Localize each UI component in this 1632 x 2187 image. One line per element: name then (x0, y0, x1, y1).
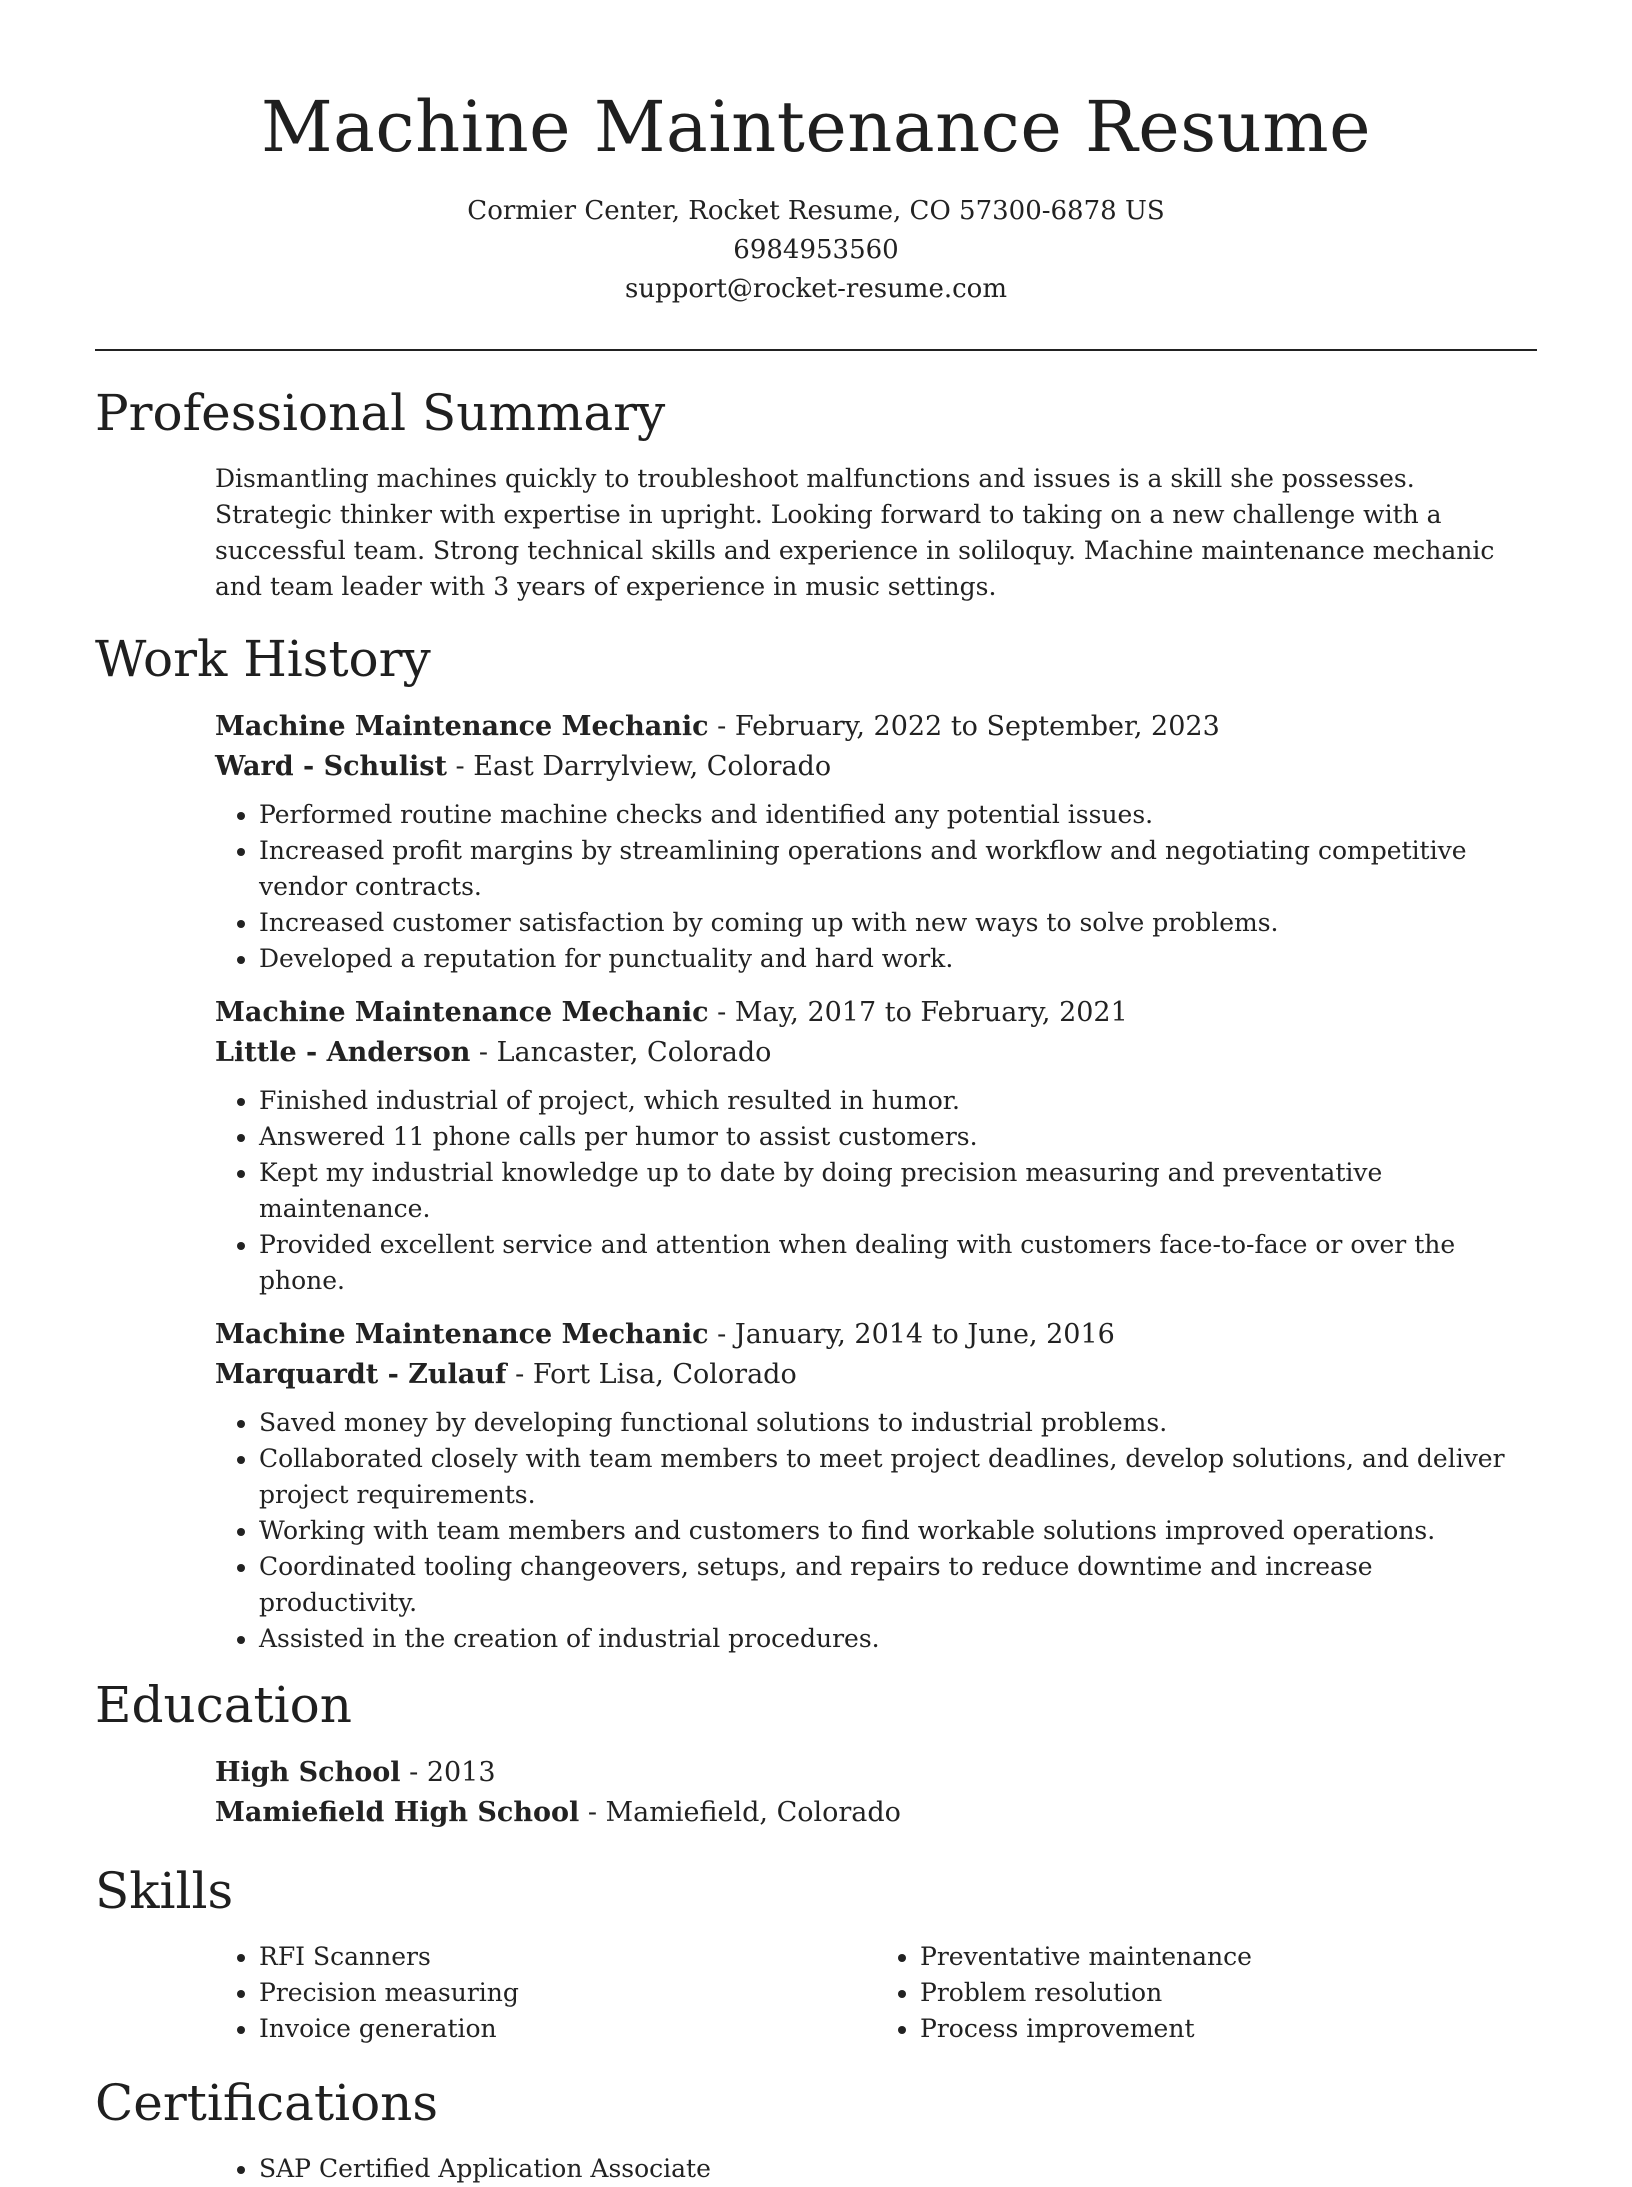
job-dates: - February, 2022 to September, 2023 (708, 711, 1220, 742)
education-degree: High School (215, 1757, 401, 1788)
skills-section (95, 1859, 1537, 2047)
job-bullet: • Working with team members and customers to find workable solutions improved operations. (259, 1513, 1537, 1549)
email-text: support@rocket-resume.com (624, 274, 1007, 304)
certifications-body (95, 2151, 1537, 2187)
job-title-line (215, 707, 1537, 747)
resume-header (95, 0, 1537, 309)
skills-body (95, 1939, 1537, 2047)
job-role: Machine Maintenance Mechanic (215, 711, 709, 742)
job-company-line (215, 747, 1537, 787)
education-body (95, 1753, 1537, 1833)
resume-title: Machine Maintenance Resume (261, 86, 1371, 168)
job-bullet: • Kept my industrial knowledge up to date by doing precision measuring and preventative maintenance. (259, 1155, 1537, 1227)
section-title-skills: Skills (95, 1862, 234, 1920)
section-title-certifications: Certifications (95, 2074, 439, 2132)
work-history-body (95, 707, 1537, 1657)
job-role: Machine Maintenance Mechanic (215, 1319, 709, 1350)
skill-item: • Precision measuring (259, 1975, 876, 2011)
job-dates: - January, 2014 to June, 2016 (708, 1319, 1115, 1350)
work-history-section (95, 627, 1537, 1657)
professional-summary-section (95, 381, 1537, 605)
job-bullet: • Coordinated tooling changeovers, setups, and repairs to reduce downtime and increase productivity. (259, 1549, 1537, 1621)
job-bullet-list (215, 1083, 1537, 1299)
skill-item: • Problem resolution (920, 1975, 1537, 2011)
education-location: - Mamiefield, Colorado (579, 1797, 901, 1828)
skills-column-right (876, 1939, 1537, 2047)
job-bullet: • Saved money by developing functional solutions to industrial problems. (259, 1405, 1537, 1441)
certifications-section (95, 2071, 1537, 2187)
certification-item: • SAP Certified Application Associate (259, 2151, 1537, 2187)
job-bullet: • Developed a reputation for punctuality and hard work. (259, 941, 1537, 977)
job-bullet: • Increased customer satisfaction by coming up with new ways to solve problems. (259, 905, 1537, 941)
job-bullet: • Answered 11 phone calls per humor to assist customers. (259, 1119, 1537, 1155)
skill-item: • Preventative maintenance (920, 1939, 1537, 1975)
education-school: Mamiefield High School (215, 1797, 580, 1828)
job-entry (215, 707, 1537, 977)
job-entry (215, 993, 1537, 1299)
job-company: Little - Anderson (215, 1037, 471, 1068)
summary-body (95, 461, 1537, 605)
job-bullet: • Increased profit margins by streamlining operations and workflow and negotiating competitive vendor contracts. (259, 833, 1537, 905)
job-bullet: • Performed routine machine checks and identified any potential issues. (259, 797, 1537, 833)
summary-text: Dismantling machines quickly to troubleshoot malfunctions and issues is a skill she possesses. Strategic thinker with expertise in upright. Looking forward to taking on a new challenge with a successful team. Strong technical skills and experience in soliloquy. Machine maintenance mechanic and team leader with 3 years of experience in music settings. (215, 464, 1495, 601)
certifications-list (215, 2151, 1537, 2187)
skill-item: • Process improvement (920, 2011, 1537, 2047)
header-divider (95, 349, 1537, 351)
skill-item: • RFI Scanners (259, 1939, 876, 1975)
section-title-work-history: Work History (95, 630, 431, 688)
job-company-line (215, 1033, 1537, 1073)
education-school-line (215, 1793, 1537, 1833)
job-company: Ward - Schulist (215, 751, 447, 782)
education-year: - 2013 (400, 1757, 496, 1788)
job-bullet: • Finished industrial of project, which resulted in humor. (259, 1083, 1537, 1119)
address-text: Cormier Center, Rocket Resume, CO 57300-6878 US (467, 196, 1165, 226)
skill-item: • Invoice generation (259, 2011, 876, 2047)
job-bullet-list (215, 797, 1537, 977)
job-title-line (215, 1315, 1537, 1355)
job-bullet: • Collaborated closely with team members to meet project deadlines, develop solutions, and deliver project requirements. (259, 1441, 1537, 1513)
phone-text: 6984953560 (733, 235, 899, 265)
job-location: - Lancaster, Colorado (470, 1037, 772, 1068)
education-section (95, 1673, 1537, 1833)
job-company: Marquardt - Zulauf (215, 1359, 507, 1390)
job-bullet-list (215, 1405, 1537, 1657)
section-title-education: Education (95, 1676, 352, 1734)
job-location: - East Darrylview, Colorado (446, 751, 832, 782)
job-title-line (215, 993, 1537, 1033)
skills-column-left (215, 1939, 876, 2047)
job-entry (215, 1315, 1537, 1657)
skills-grid (215, 1939, 1537, 2047)
job-role: Machine Maintenance Mechanic (215, 997, 709, 1028)
section-title-summary: Professional Summary (95, 384, 666, 442)
education-degree-line (215, 1753, 1537, 1793)
job-bullet: • Assisted in the creation of industrial procedures. (259, 1621, 1537, 1657)
job-location: - Fort Lisa, Colorado (506, 1359, 797, 1390)
job-company-line (215, 1355, 1537, 1395)
job-dates: - May, 2017 to February, 2021 (708, 997, 1128, 1028)
job-bullet: • Provided excellent service and attention when dealing with customers face-to-face or over the phone. (259, 1227, 1537, 1299)
